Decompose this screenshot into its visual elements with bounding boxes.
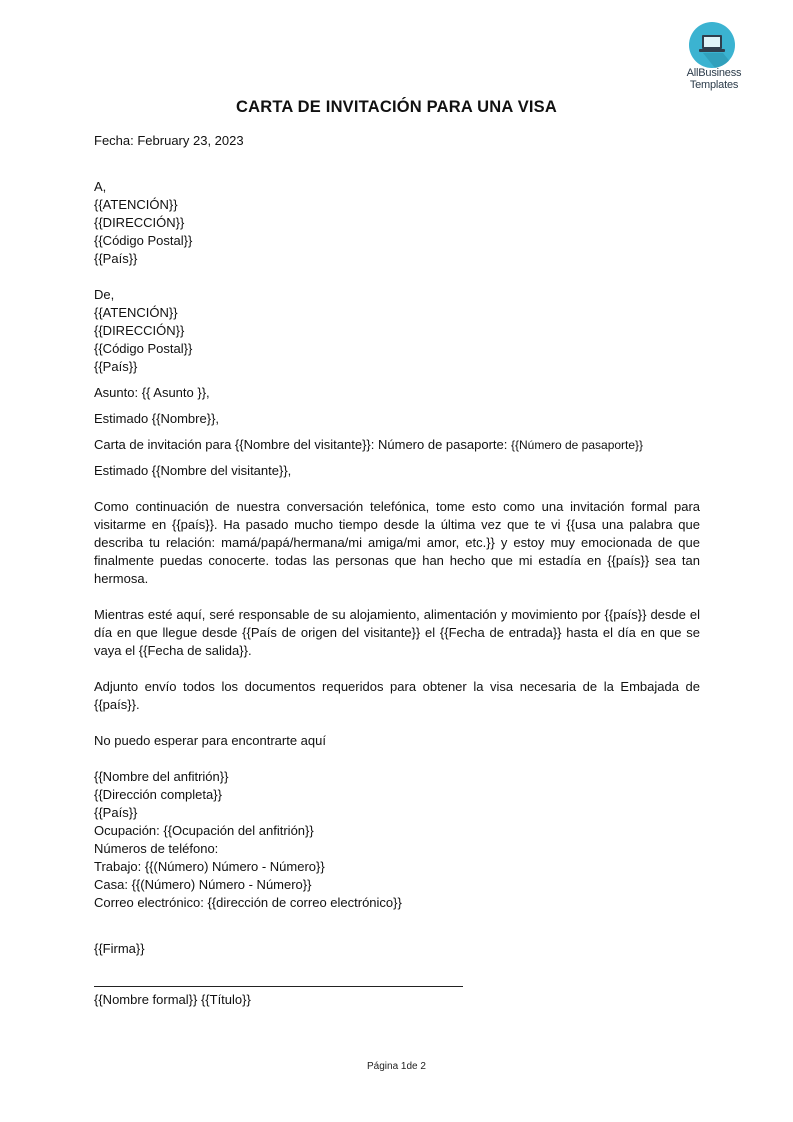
paragraph-invitation: Como continuación de nuestra conversación telefónica, tome esto como una invitación formal para visitarme en {{país}}. Ha pasado mucho tiempo desde la última vez que te vi {{usa una palabra que describa tu relación: mamá/papá/hermana/mi amiga/mi amor, etc.}} y estoy muy emocionada de que finalmente puedas conocerte. todas las personas que han hecho que mi estadía en {{país}} sea tan hermosa. (94, 499, 700, 586)
paragraph-documents: Adjunto envío todos los documentos requeridos para obtener la visa necesaria de la Embajada de {{país}}. (94, 679, 700, 712)
recipient-heading: A, (94, 179, 107, 194)
logo-circle (689, 22, 735, 68)
host-country: {{País}} (94, 805, 138, 820)
closing-line: No puedo esperar para encontrarte aquí (94, 733, 326, 748)
host-work-phone: Trabajo: {{(Número) Número - Número}} (94, 859, 325, 874)
recipient-address: {{DIRECCIÓN}} (94, 215, 185, 230)
host-address: {{Dirección completa}} (94, 787, 222, 802)
recipient-attention: {{ATENCIÓN}} (94, 197, 178, 212)
greeting-name: Estimado {{Nombre}}, (94, 411, 220, 426)
host-name: {{Nombre del anfitrión}} (94, 769, 229, 784)
sender-heading: De, (94, 287, 115, 302)
allbusiness-templates-logo (678, 22, 750, 94)
logo-text-line2: Templates (689, 79, 739, 91)
sender-attention: {{ATENCIÓN}} (94, 305, 178, 320)
signature-placeholder: {{Firma}} (94, 941, 145, 956)
invitation-reference-text: Carta de invitación para {{Nombre del visitante}}: Número de pasaporte: (94, 437, 511, 452)
date-line: Fecha: February 23, 2023 (94, 133, 244, 148)
recipient-country: {{País}} (94, 251, 138, 266)
paragraph-responsibility: Mientras esté aquí, seré responsable de su alojamiento, alimentación y movimiento por {{país}} desde el día en que llegue desde {{País de origen del visitante}} el {{Fecha de entrada}} hasta el día en que se vaya el {{Fecha de salida}}. (94, 607, 700, 658)
sender-country: {{País}} (94, 359, 138, 374)
host-phones-heading: Números de teléfono: (94, 841, 219, 856)
signature-line (94, 986, 463, 987)
recipient-block (94, 178, 700, 268)
host-occupation: Ocupación: {{Ocupación del anfitrión}} (94, 823, 314, 838)
subject-line: Asunto: {{ Asunto }}, (94, 385, 210, 400)
laptop-icon (689, 22, 735, 68)
host-block (94, 768, 700, 912)
greeting-visitor: Estimado {{Nombre del visitante}}, (94, 463, 292, 478)
letter-body (94, 132, 700, 1009)
sender-postal-code: {{Código Postal}} (94, 341, 193, 356)
passport-number-placeholder: {{Número de pasaporte}} (510, 438, 644, 452)
host-home-phone: Casa: {{(Número) Número - Número}} (94, 877, 312, 892)
invitation-reference-line (94, 436, 700, 454)
sender-block (94, 286, 700, 376)
host-email: Correo electrónico: {{dirección de correo electrónico}} (94, 895, 402, 910)
logo-text (678, 67, 750, 91)
page-number-footer: Página 1de 2 (367, 1061, 426, 1072)
logo-text-line1: AllBusiness (686, 67, 742, 79)
sender-address: {{DIRECCIÓN}} (94, 323, 185, 338)
formal-name-title: {{Nombre formal}} {{Título}} (94, 992, 251, 1007)
document-title: CARTA DE INVITACIÓN PARA UNA VISA (235, 98, 558, 116)
recipient-postal-code: {{Código Postal}} (94, 233, 193, 248)
